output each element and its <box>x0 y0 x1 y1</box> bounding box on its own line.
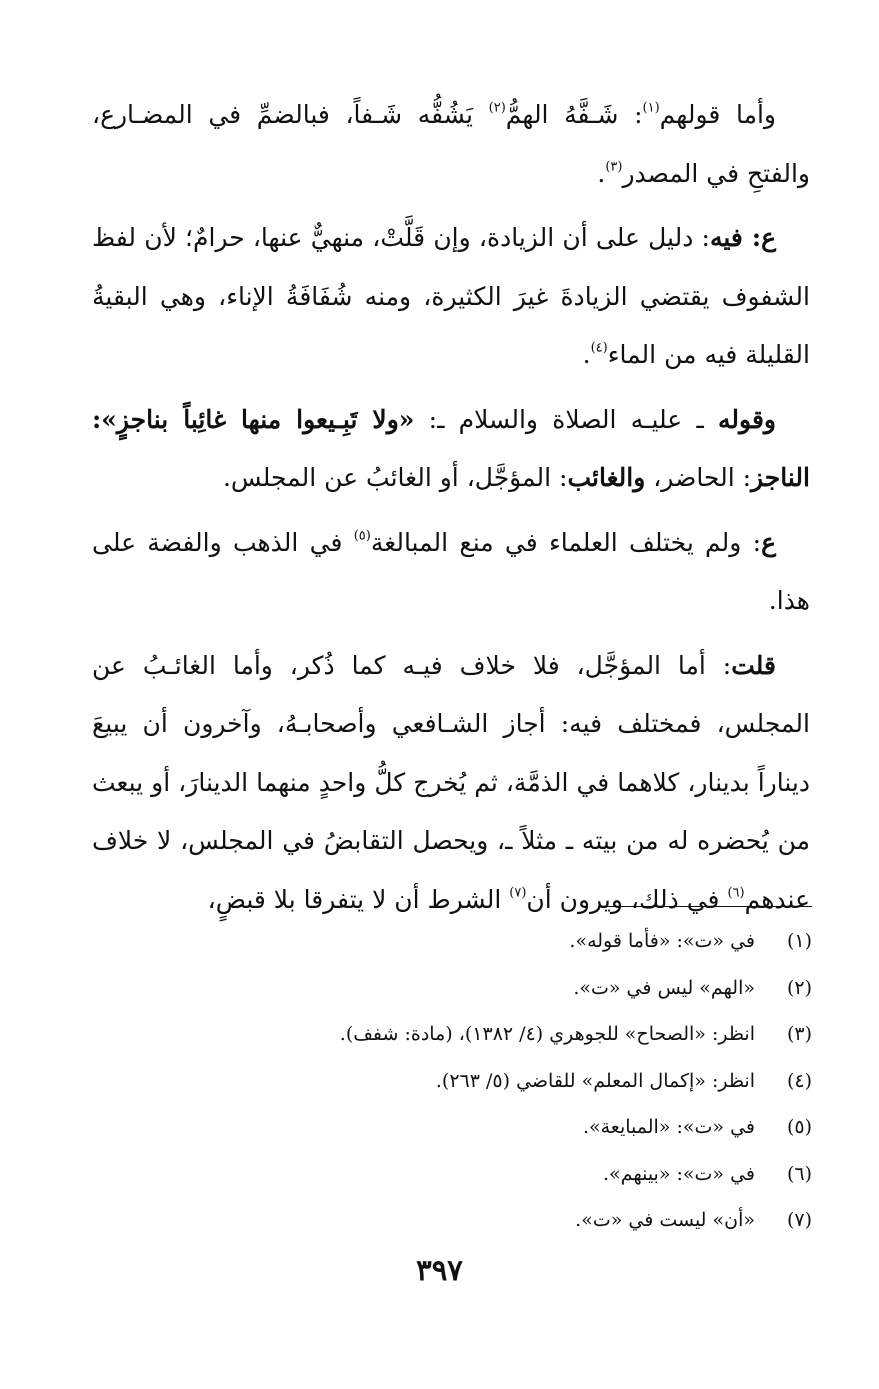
footnote-ref-6: (٦) <box>727 884 745 900</box>
footnote-number: (٤) <box>786 1069 812 1092</box>
text-run: : المؤجَّل، أو الغائبُ عن المجلس. <box>222 463 568 492</box>
footnote-text: «أن» ليست في «ت». <box>575 1209 755 1231</box>
text-run: . <box>597 158 606 188</box>
footnote-number: (٥) <box>786 1116 812 1138</box>
footnote-text: «الهم» ليس في «ت». <box>573 976 755 999</box>
footnote-separator <box>598 906 812 907</box>
footnote-text: انظر: «الصحاح» للجوهري (٤/ ١٣٨٢)، (مادة: شفف). <box>339 1023 755 1045</box>
defined-term: الناجز <box>751 463 810 492</box>
footnote <box>92 1104 812 1151</box>
footnote-ref-3: (٣) <box>605 158 623 174</box>
footnote <box>92 1151 812 1198</box>
footnote <box>92 918 812 965</box>
footnotes <box>92 918 812 1244</box>
text-run: يَشُفُّه شَـفاً، فبالضمِّ في المضـارع، والفتحِ في المصدر <box>92 100 810 188</box>
footnote-number: (١) <box>786 930 812 952</box>
paragraph-lead: وقوله <box>718 404 776 434</box>
footnote-text: انظر: «إكمال المعلم» للقاضي (٥/ ٢٦٣). <box>435 1069 755 1092</box>
footnote-ref-4: (٤) <box>590 340 608 356</box>
footnote <box>92 1197 812 1244</box>
text-run: : دليل على أن الزيادة، وإن قَلَّتْ، منهيٌّ عنها، حرامٌ؛ لأن لفظ الشفوف يقتضي الزيادةَ غيرَ الكثيرة، ومنه شُفَافَةُ الإناء، وهي البقيةُ القليلة فيه من الماء <box>92 223 810 369</box>
paragraph-5 <box>92 637 810 930</box>
text-run: : شَـفَّهُ الهمُّ <box>505 100 643 129</box>
footnote-ref-5: (٥) <box>353 527 371 543</box>
footnote-text: في «ت»: «فأما قوله». <box>569 930 755 952</box>
paragraph-4 <box>92 514 810 631</box>
text-run: وأما قولهم <box>659 100 776 129</box>
footnote-number: (٢) <box>786 976 812 999</box>
text-run: في الذهب والفضة على هذا. <box>92 527 810 615</box>
text-run: : ولم يختلف العلماء في منع المبالغة <box>370 527 762 557</box>
footnote-ref-1: (١) <box>642 100 660 116</box>
footnote <box>92 1011 812 1058</box>
footnote-ref-7: (٧) <box>509 884 527 900</box>
footnote-text: في «ت»: «المبايعة». <box>582 1116 755 1138</box>
defined-term: والغائب <box>567 463 646 492</box>
text-run: . <box>582 340 591 369</box>
text-run: : الحاضر، <box>645 463 752 492</box>
text-run: : أما المؤجَّل، فلا خلاف فيـه كما ذُكر، وأما الغائـبُ عن المجلس، فمختلف فيه: أجاز الشـافعي وأصحابـهُ، وآخرون أن يبيعَ ديناراً بدينار، كلاهما في الذمَّة، ثم يُخرج كلُّ واحدٍ منهما الدينارَ، أو يبعث من يُحضره له من بيته ـ مثلاً ـ، ويحصل التقابضُ في المجلس، لا خلاف عندهم <box>92 650 810 914</box>
footnote-number: (٣) <box>786 1023 812 1045</box>
paragraph-lead: ع <box>761 527 776 557</box>
hadith-quote: «ولا تَبِـيعوا منها غائِباً بناجزٍ»: <box>92 404 415 434</box>
footnote <box>92 965 812 1012</box>
paragraph-3 <box>92 391 810 508</box>
text-run: في ذلك، ويرون أن <box>526 884 728 914</box>
footnote-number: (٦) <box>786 1162 812 1185</box>
footnote-ref-2: (٢) <box>488 100 506 116</box>
main-text <box>92 86 810 935</box>
footnote <box>92 1058 812 1105</box>
paragraph-1 <box>92 86 810 203</box>
page-number: ٣٩٧ <box>416 1253 463 1287</box>
text-run: الشرط أن لا يتفرقا بلا قبضٍ، <box>207 884 510 914</box>
paragraph-2 <box>92 209 810 385</box>
footnote-text: في «ت»: «بينهم». <box>603 1162 755 1185</box>
paragraph-lead: قلت <box>731 650 776 680</box>
footnote-number: (٧) <box>786 1209 812 1231</box>
paragraph-lead: ع: فيه <box>709 223 776 252</box>
text-run: ـ عليـه الصلاة والسلام ـ: <box>414 404 719 434</box>
